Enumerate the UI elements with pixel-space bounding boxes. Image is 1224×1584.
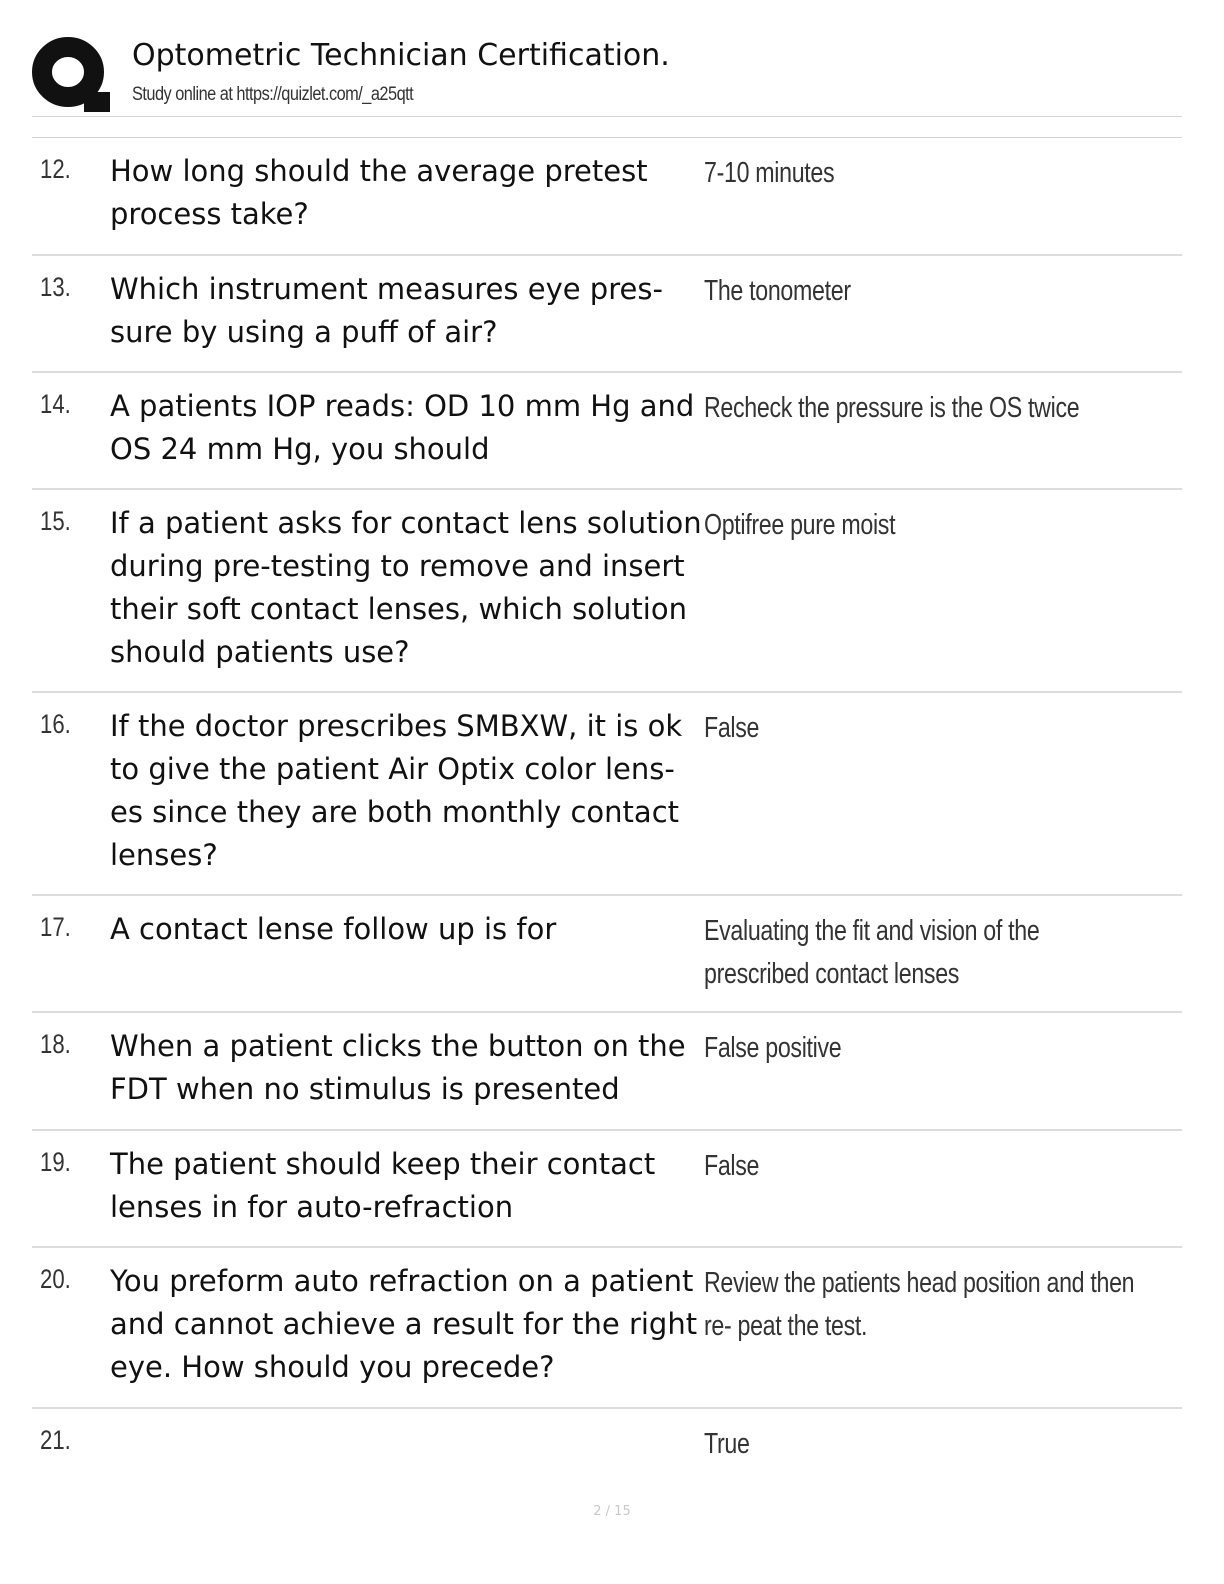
card-definition: Review the patients head position and then re- peat the test. [704, 1267, 1135, 1342]
card-number: 19. [40, 1147, 71, 1177]
flashcard-list [32, 138, 1182, 1489]
flashcard-row [32, 1409, 1182, 1489]
page-header [32, 34, 1182, 118]
card-term: How long should the average pretest process take? [110, 154, 648, 231]
card-number: 13. [40, 272, 71, 302]
flashcard-row [32, 138, 1182, 256]
flashcard-row [32, 373, 1182, 490]
card-term: If a patient asks for contact lens solution during pre-testing to remove and insert their soft contact lenses, which solution should patients use? [110, 506, 702, 669]
flashcard-row [32, 490, 1182, 693]
card-number: 12. [40, 154, 71, 184]
card-term: When a patient clicks the button on the FDT when no stimulus is presented [110, 1029, 686, 1106]
page-number: 2 / 15 [593, 1504, 631, 1519]
header-divider-top [32, 116, 1182, 117]
card-definition: False [704, 712, 760, 744]
card-definition: Optifree pure moist [704, 509, 896, 541]
flashcard-row [32, 1131, 1182, 1248]
card-definition: 7-10 minutes [704, 157, 835, 189]
study-online-link-text: Study online at https://quizlet.com/_a25qtt [132, 84, 414, 105]
card-definition: False [704, 1150, 760, 1182]
card-term: The patient should keep their contact lenses in for auto-refraction [110, 1147, 656, 1224]
card-term: A patients IOP reads: OD 10 mm Hg and OS 24 mm Hg, you should [110, 389, 695, 466]
card-definition: The tonometer [704, 275, 851, 307]
card-number: 21. [40, 1425, 71, 1455]
card-definition: Evaluating the fit and vision of the prescribed contact lenses [704, 915, 1040, 990]
card-number: 15. [40, 506, 71, 536]
quizlet-q-logo-icon [32, 34, 110, 112]
card-number: 16. [40, 709, 71, 739]
set-title: Optometric Technician Certification. [132, 38, 670, 73]
card-number: 17. [40, 912, 71, 942]
card-term: If the doctor prescribes SMBXW, it is ok to give the patient Air Optix color lens- es since they are both monthly contact lenses? [110, 709, 683, 872]
flashcard-row [32, 896, 1182, 1013]
flashcard-row [32, 1248, 1182, 1409]
card-number: 20. [40, 1264, 71, 1294]
card-term: Which instrument measures eye pres- sure by using a puff of air? [110, 272, 663, 349]
card-term: A contact lense follow up is for [110, 912, 557, 946]
card-definition: False positive [704, 1032, 842, 1064]
flashcard-row [32, 693, 1182, 896]
card-number: 18. [40, 1029, 71, 1059]
card-number: 14. [40, 389, 71, 419]
card-definition: True [704, 1428, 750, 1460]
card-definition: Recheck the pressure is the OS twice [704, 392, 1080, 424]
flashcard-row [32, 1013, 1182, 1131]
flashcard-row [32, 256, 1182, 373]
card-term: You preform auto refraction on a patient and cannot achieve a result for the right eye. How should you precede? [110, 1264, 698, 1384]
